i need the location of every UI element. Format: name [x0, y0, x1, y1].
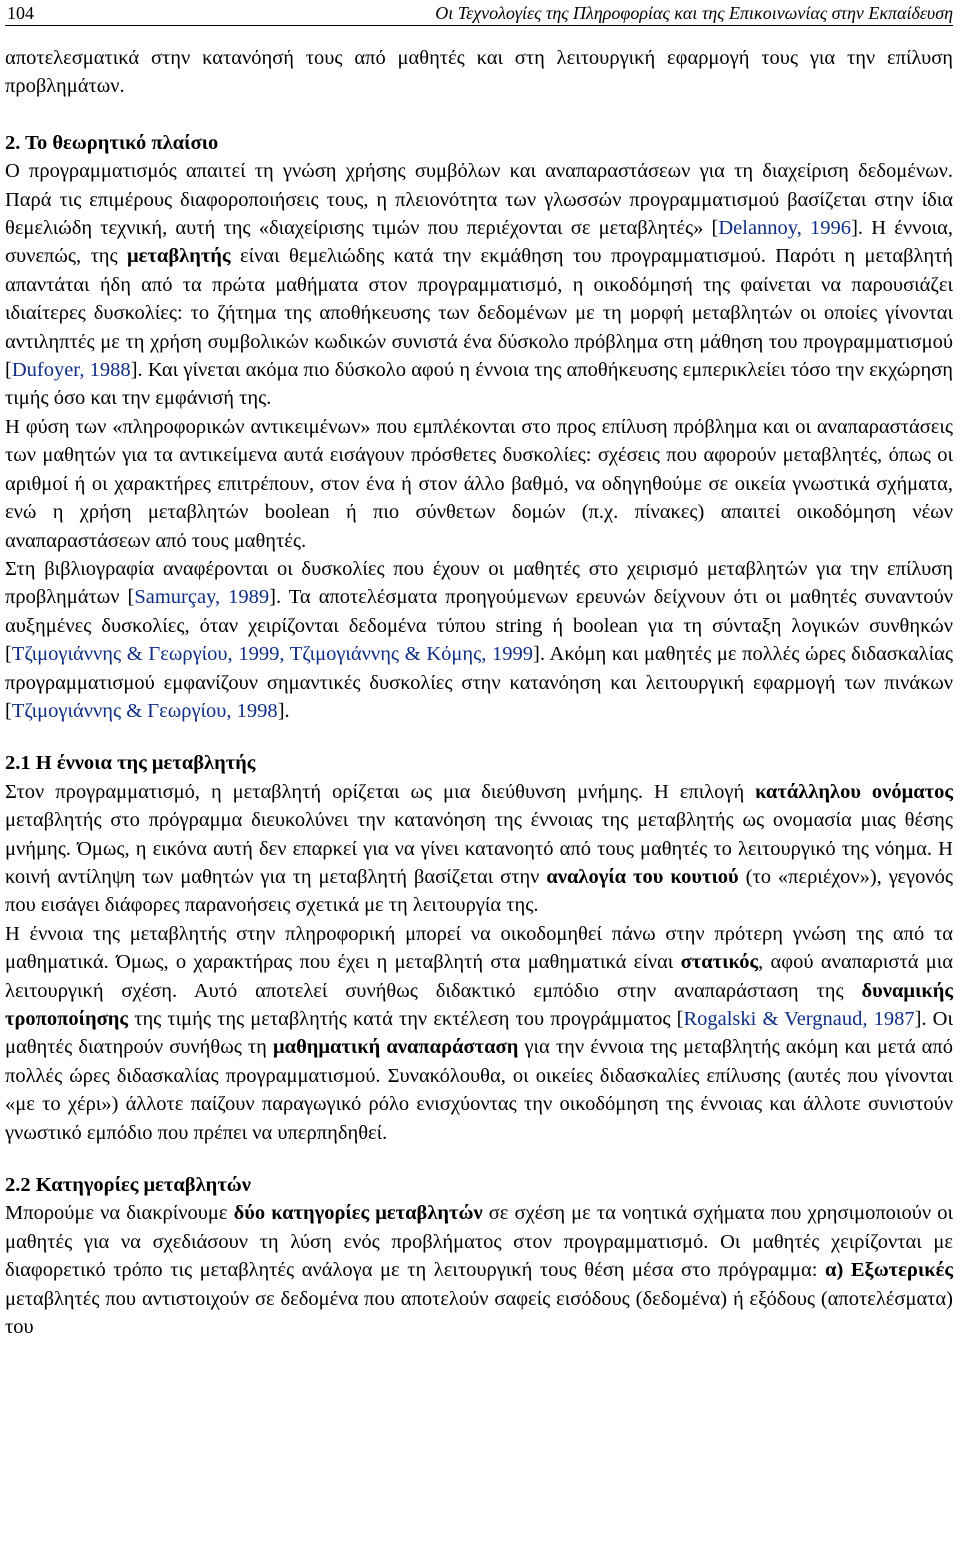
- emphasis-static: στατικός: [680, 951, 759, 974]
- emphasis-variable: μεταβλητής: [127, 245, 231, 268]
- citation-tzimogiannis-1999[interactable]: Τζιμογιάννης & Γεωργίου, 1999, Τζιμογιάννης & Κόμης, 1999: [11, 643, 534, 666]
- text-run: ]. Και γίνεται ακόμα πιο δύσκολο αφού η έννοια της αποθήκευσης εμπερικλείει τόσο την εκχώρηση τιμής όσο και την εμφάνισή της.: [5, 359, 953, 410]
- intro-text: αποτελεσματικά στην κατανόησή τους από μαθητές και στη λειτουργική εφαρμογή τους για την επίλυση προβλημάτων.: [5, 47, 953, 98]
- emphasis-appropriate-name: κατάλληλου ονόματος: [755, 780, 953, 803]
- emphasis-mathematical-representation: μαθηματική αναπαράσταση: [273, 1036, 519, 1059]
- section-2-paragraph-1: [5, 157, 953, 413]
- intro-paragraph: [5, 44, 953, 101]
- citation-dufoyer[interactable]: Dufoyer, 1988: [11, 359, 131, 382]
- text-run: ]. Η έννοια, συνεπώς, της: [5, 217, 953, 268]
- section-2-paragraph-2: [5, 413, 953, 555]
- citation-rogalski[interactable]: Rogalski & Vergnaud, 1987: [683, 1008, 915, 1030]
- spacer: [5, 1147, 953, 1171]
- section-2-2-paragraph-1: [5, 1199, 953, 1341]
- document-body: [5, 44, 953, 1341]
- page-number: 104: [7, 3, 34, 23]
- text-run: ]. Ακόμη και μαθητές με πολλές ώρες διδασκαλίας προγραμματισμού εμφανίζουν σημαντικές δυσκολίες στην κατανόηση και λειτουργική εφαρμογή των πινάκων [: [5, 643, 953, 722]
- section-heading-2-1: 2.1 Η έννοια της μεταβλητής: [5, 752, 256, 775]
- citation-delannoy[interactable]: Delannoy, 1996: [718, 217, 852, 240]
- spacer: [5, 725, 953, 749]
- text-run: μεταβλητής στο πρόγραμμα διευκολύνει την κατανόηση της έννοιας της μεταβλητής ως ονομασία μιας θέσης μνήμης. Όμως, η εικόνα αυτή δεν επαρκεί για να γίνει κατανοητό από τους μαθητές το λειτουργικό της νόημα. Η κοινή αντίληψη των μαθητών για τη μεταβλητή βασίζεται στην: [5, 809, 953, 888]
- section-2-1-paragraph-2: [5, 920, 953, 1147]
- citation-samurcay[interactable]: Samurçay, 1989: [134, 586, 270, 609]
- emphasis-dynamic-modification: δυναμικής τροποποίησης: [5, 979, 953, 1030]
- text-run: Στη βιβλιογραφία αναφέρονται οι δυσκολίες που έχουν οι μαθητές στο χειρισμό μεταβλητών για την επίλυση προβλημάτων [: [5, 557, 953, 609]
- text-run: είναι θεμελιώδης κατά την εκμάθηση του προγραμματισμού. Παρότι η μεταβλητή απαντάται ήδη από τα πρώτα μαθήματα στον προγραμματισμό, η οικοδόμησή της φαίνεται να παρουσιάζει ιδιαίτερες δυσκολίες: το ζήτημα της αποθήκευσης των δεδομένων με τη μορφή μεταβλητών οι οποίες γίνονται αντιληπτές με τη χρήση συμβολικών κωδικών συνιστά ένα δύσκολο πρόβλημα στη μάθηση του προγραμματισμού [: [5, 245, 953, 382]
- section-2-1-paragraph-1: [5, 778, 953, 920]
- citation-tzimogiannis-1998[interactable]: Τζιμογιάννης & Γεωργίου, 1998: [11, 699, 278, 722]
- spacer: [5, 101, 953, 129]
- document-page: [5, 0, 953, 1341]
- text-run: Ο προγραμματισμός απαιτεί τη γνώση χρήσης συμβόλων και αναπαραστάσεων για τη διαχείριση δεδομένων. Παρά τις επιμέρους διαφοροποιήσεις τους, η πλειονότητα των γλωσσών προγραμματισμού βασίζεται στην ίδια θεμελιώδη τεχνική, αυτή της «διαχείρισης τιμών που περιέχονται σε μεταβλητές» [: [5, 160, 953, 240]
- text-run: , αφού αναπαριστά μια λειτουργική σχέση. Αυτό αποτελεί συνήθως διδακτικό εμπόδιο στην αναπαράσταση της: [5, 951, 953, 1002]
- emphasis-external: α) Εξωτερικές: [825, 1259, 954, 1282]
- running-title: Οι Τεχνολογίες της Πληροφορίας και της Επικοινωνίας στην Εκπαίδευση: [435, 3, 953, 23]
- page-header: [5, 0, 953, 26]
- text-run: της τιμής της μεταβλητής κατά την εκτέλεση του προγράμματος [: [128, 1008, 684, 1030]
- text-run: σε σχέση με τα νοητικά σχήματα που χρησιμοποιούν οι μαθητές για να σχεδιάσουν τη λύση ενός προβλήματος στον προγραμματισμό. Οι μαθητές χειρίζονται με διαφορετικό τρόπο τις μεταβλητές ανάλογα με τη λειτουργική τους θέση μέσα στο πρόγραμμα:: [5, 1202, 953, 1282]
- text-run: μεταβλητές που αντιστοιχούν σε δεδομένα που αποτελούν σαφείς εισόδους (δεδομένα) ή εξόδους (αποτελέσματα) του: [5, 1287, 953, 1339]
- text-run: ].: [277, 699, 290, 722]
- text-run: Μπορούμε να διακρίνουμε: [5, 1202, 234, 1225]
- section-heading-2-2: 2.2 Κατηγορίες μεταβλητών: [5, 1174, 251, 1197]
- text-run: ]. Οι μαθητές διατηρούν συνήθως τη: [5, 1008, 954, 1059]
- emphasis-two-categories: δύο κατηγορίες μεταβλητών: [233, 1202, 483, 1225]
- section-2-paragraph-3: [5, 555, 953, 725]
- section-heading-2: 2. Το θεωρητικό πλαίσιο: [5, 131, 219, 154]
- text-run: (το «περιέχον»), γεγονός που εισάγει διάφορες παρανοήσεις σχετικά με τη λειτουργία της.: [5, 865, 953, 917]
- text-run: για την έννοια της μεταβλητής ακόμη και μετά από πολλές ώρες διδασκαλίας προγραμματισμού. Συνακόλουθα, οι οικείες διδασκαλίες επίλυσης (αυτές που γίνονται «με το χέρι») άλλοτε παίζουν παραγωγικό ρόλο ενισχύοντας την οικοδόμηση της έννοιας και άλλοτε συνιστούν γνωστικό εμπόδιο που πρέπει να υπερπηδηθεί.: [5, 1036, 953, 1144]
- text-run: Στον προγραμματισμό, η μεταβλητή ορίζεται ως μια διεύθυνση μνήμης. Η επιλογή: [5, 780, 756, 803]
- text-run: Η φύση των «πληροφορικών αντικειμένων» που εμπλέκονται στο προς επίλυση πρόβλημα και οι αναπαραστάσεις των μαθητών για τα αντικείμενα αυτά εισάγουν πρόσθετες δυσκολίες: σχέσεις που αφορούν μεταβλητές, όπως οι αριθμοί ή οι χαρακτήρες επιτρέπουν, στον ένα ή στον άλλο βαθμό, να οδηγηθούμε σε οικεία γνωστικά σχήματα, ενώ η χρήση μεταβλητών boolean ή πιο σύνθετων δομών (π.χ. πίνακες) απαιτεί οικοδόμηση νέων αναπαραστάσεων από τους μαθητές.: [5, 415, 953, 552]
- text-run: Η έννοια της μεταβλητής στην πληροφορική μπορεί να οικοδομηθεί πάνω στην πρότερη γνώση της από τα μαθηματικά. Όμως, ο χαρακτήρας που έχει η μεταβλητή στα μαθηματικά είναι: [5, 922, 953, 974]
- text-run: ]. Τα αποτελέσματα προηγούμενων ερευνών δείχνουν ότι οι μαθητές συναντούν αυξημένες δυσκολίες, όταν χειρίζονται δεδομένα τύπου string ή boolean για τη σύνταξη λογικών συνθηκών [: [5, 586, 953, 666]
- emphasis-box-analogy: αναλογία του κουτιού: [546, 865, 739, 888]
